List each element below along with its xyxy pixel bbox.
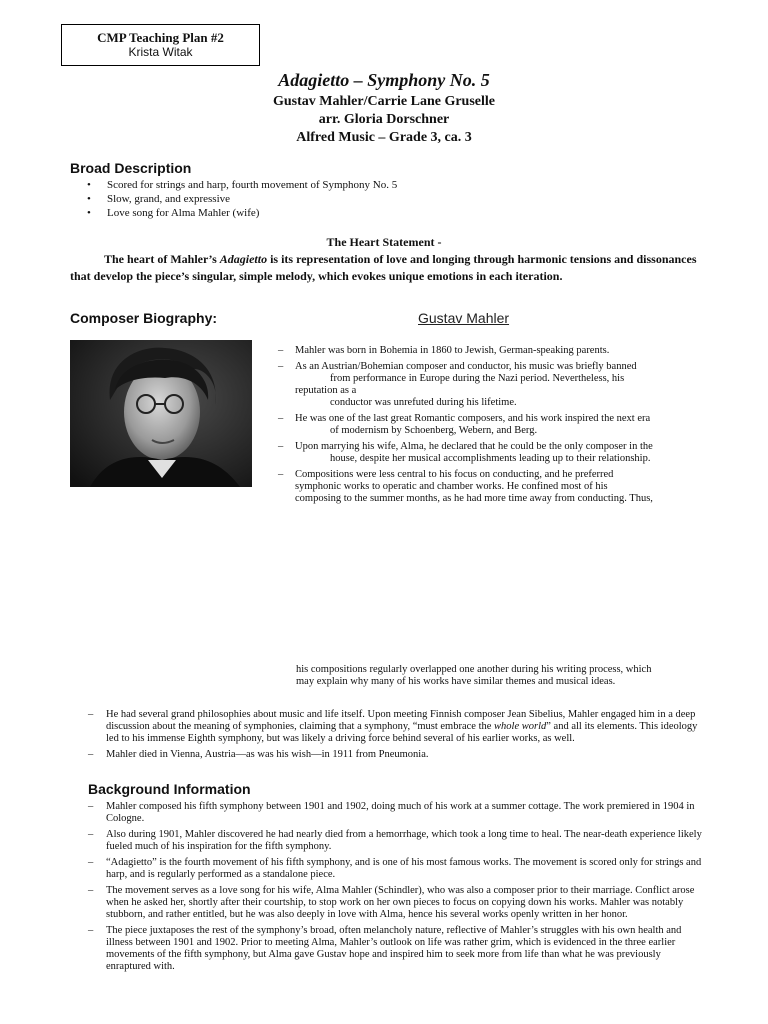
list-item (88, 857, 706, 881)
author-name: Krista Witak (128, 45, 193, 59)
dash-marker: – (278, 413, 284, 424)
list-item: • Slow, grand, and expressive (107, 192, 707, 206)
dash-marker: – (88, 885, 94, 896)
dash-marker: – (88, 709, 94, 720)
bio-text: He was one of the last great Romantic composers, and his work inspired the next era (295, 413, 651, 424)
list-item (278, 469, 715, 505)
list-item (88, 885, 706, 921)
arranger-line: arr. Gloria Dorschner (318, 112, 450, 127)
composer-portrait (70, 340, 252, 487)
bio-text: Mahler was born in Bohemia in 1860 to Jewish, German-speaking parents. (295, 345, 610, 356)
dash-marker: – (88, 801, 94, 812)
plan-title: CMP Teaching Plan #2 (97, 30, 224, 45)
list-item: • Scored for strings and harp, fourth movement of Symphony No. 5 (107, 178, 707, 192)
list-item (88, 749, 706, 761)
background-text: Mahler composed his fifth symphony between 1901 and 1902, doing much of his work at a summer cottage. The work premiered in 1904 in Cologne. (106, 801, 695, 824)
dash-marker: – (88, 925, 94, 936)
bio-text: his compositions regularly overlapped one another during his writing process, which (296, 664, 652, 675)
dash-marker: – (278, 345, 284, 356)
background-text: Also during 1901, Mahler discovered he had nearly died from a hemorrhage, which took a long time to heal. The near-death experience likely fueled much of his inspiration for the fifth symphony. (106, 829, 702, 852)
dash-marker: – (278, 469, 284, 480)
broad-description-list (107, 178, 707, 220)
biography-list (278, 345, 715, 505)
composer-line: Gustav Mahler/Carrie Lane Gruselle (272, 94, 496, 109)
header-box (61, 24, 260, 66)
heart-text-piece: Adagietto (219, 252, 268, 266)
dash-marker: – (278, 441, 284, 452)
biography-continuation (296, 664, 726, 688)
portrait-image (70, 340, 252, 487)
heart-statement-heading: The Heart Statement - (326, 235, 442, 249)
background-heading: Background Information (88, 781, 251, 797)
bio-text: may explain why many of his works have similar themes and musical ideas. (296, 676, 616, 687)
list-item: • Love song for Alma Mahler (wife) (107, 206, 707, 220)
background-text: The movement serves as a love song for his wife, Alma Mahler (Schindler), who was also a composer prior to their marriage. Conflict arose when he asked her, shortly after their courtship, to stop work on her own pieces to focus on copying down his works. Mahler was notably stubborn, and rather entitled, but he was also deeply in love with Alma, hence his several works openly written in her honor. (106, 885, 695, 920)
piece-title: Adagietto – Symphony No. 5 (278, 70, 490, 90)
dash-marker: – (278, 361, 284, 372)
bio-text: reputation as a (295, 385, 357, 396)
bio-text: from performance in Europe during the Nazi period. Nevertheless, his (330, 373, 625, 384)
bio-text: house, despite her musical accomplishments leading up to their relationship. (330, 453, 651, 464)
bio-text: conductor was unrefuted during his lifetime. (330, 397, 517, 408)
dash-marker: – (88, 829, 94, 840)
bio-text: ” and all its elements. This ideology led to his immense Eighth symphony, but was likely a driving force behind several of his earlier works, as well. (106, 721, 698, 744)
background-text: The piece juxtaposes the rest of the symphony’s broad, often melancholy nature, reflective of Mahler’s struggles with his own health and illness between 1901 and 1902. Prior to meeting Alma, Mahler’s outlook on life was rather grim, which is evidenced in the three earlier movements of the fifth symphony, but Alma gave Gustav hope and inspired him to seek more from life than what he was previously enraptured with. (106, 925, 682, 972)
broad-description-heading: Broad Description (70, 160, 192, 176)
bio-quote: whole world (494, 721, 547, 732)
list-item (278, 345, 715, 357)
heart-text-rest: is its representation of love and longing through harmonic tensions and dissonances that develop the piece’s singular, simple melody, which evokes unique emotions in each iteration. (70, 252, 697, 283)
composer-name-link: Gustav Mahler (418, 310, 510, 326)
list-item (88, 925, 706, 973)
bio-text: Compositions were less central to his focus on conducting, and he preferred (295, 469, 614, 480)
list-item (278, 441, 715, 465)
bio-text: composing to the summer months, as he had more time away from conducting. Thus, (295, 493, 653, 504)
dash-marker: – (88, 857, 94, 868)
list-item (278, 413, 715, 437)
publisher-line: Alfred Music – Grade 3, ca. 3 (296, 130, 472, 145)
list-item (278, 361, 715, 409)
bio-text: Upon marrying his wife, Alma, he declared that he could be the only composer in the (295, 441, 653, 452)
bio-text: symphonic works to operatic and chamber works. He confined most of his (295, 481, 608, 492)
bio-text: He had several grand philosophies about music and life itself. Upon meeting Finnish composer Jean Sibelius, Mahler engaged him in a deep discussion about the meaning of symphonies, claiming that a symphony, “must embrace the (106, 709, 696, 732)
list-item (88, 801, 706, 825)
dash-marker: – (88, 749, 94, 760)
heart-statement (70, 251, 700, 285)
bio-text: of modernism by Schoenberg, Webern, and Berg. (330, 425, 538, 436)
bio-text: As an Austrian/Bohemian composer and conductor, his music was briefly banned (295, 361, 637, 372)
list-item (88, 829, 706, 853)
biography-list-continued (88, 709, 706, 761)
bio-text: Mahler died in Vienna, Austria—as was his wish—in 1911 from Pneumonia. (106, 749, 429, 760)
background-list (88, 801, 706, 973)
list-item (88, 709, 706, 745)
composer-biography-heading: Composer Biography: (70, 310, 218, 326)
heart-text-start: The heart of Mahler’s (104, 252, 220, 266)
background-text: “Adagietto” is the fourth movement of his fifth symphony, and is one of his most famous works. The movement is scored only for strings and harp, and is regularly performed as a standalone piece. (106, 857, 702, 880)
